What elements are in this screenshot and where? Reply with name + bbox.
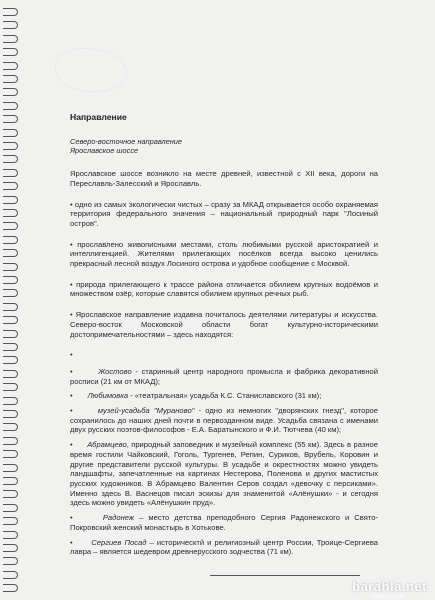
binding-ring	[3, 115, 18, 123]
place-text: - «театральная» усадьба К.С. Станиславского (31 км);	[128, 391, 322, 401]
binding-ring	[3, 75, 18, 83]
binding-ring	[3, 169, 18, 177]
binding-ring	[3, 35, 18, 43]
watermark-tagline: барахла нет	[370, 594, 405, 600]
place-text: - старинный центр народного промысла и фабрика декоративной росписи (21 км от МКАД);	[70, 366, 379, 386]
binding-ring	[3, 196, 18, 204]
section-heading: Направление	[70, 112, 127, 122]
binding-ring	[3, 249, 18, 257]
faint-logo-mark	[55, 48, 127, 92]
binding-ring	[3, 142, 18, 150]
place-name: Абрамцево	[87, 440, 127, 450]
place-item: • Абрамцево, природный заповедник и музейный комплекс (55 км). Здесь в разное время гостили Чайковский, Гоголь, Тургенев, Репин, Суриков, Врубель, Коровин и другие представители русской культуры. В усадьбе и окрестностях можно увидеть ландшафты, запечатленные на картинах Нестерова, Поленова и других мастистых русских художников. В Абрамцево Валентин Серов создал «девочку с персиками». Именно здесь В. Васнецов писал эскизы для знаменитой «Алёнушки» - и сегодня здесь можно увидеть «Алёнушкин пруд».	[70, 440, 378, 508]
binding-ring	[3, 182, 18, 190]
signature-line	[210, 575, 360, 576]
binding-ring	[3, 477, 18, 485]
bullet-item: • природа прилегающего к трассе района отличается обилием крупных водоёмов и множеством озёр, которые славятся обилием крупных речных рыб.	[70, 279, 378, 299]
place-item: • Жостово - старинный центр народного промысла и фабрика декоративной росписи (21 км от МКАД);	[70, 366, 379, 386]
binding-ring	[3, 397, 18, 405]
binding-ring	[3, 437, 18, 445]
place-name: Сергиев Посад	[91, 537, 147, 547]
binding-ring	[3, 330, 18, 338]
place-text: - одно из немногих "дворянских гнезд", которое сохранилось до наших дней почти в первозданном виде. Усадьба связана с именами двух русских поэтов-философов - Е.А. Баратынского и Ф.И. Тютчева (40 км);	[70, 406, 379, 435]
binding-ring	[3, 544, 18, 552]
binding-ring	[3, 517, 18, 525]
bullet-item: • одно из самых экологически чистых – сразу за МКАД открывается особо охраняемая территория федерального значения – национальный природный парк "Лосиный остров".	[70, 199, 378, 228]
binding-ring	[3, 236, 18, 244]
place-item: • музей-усадьба "Мураново" - одно из немногих "дворянских гнезд", которое сохранилось до наших дней почти в первозданном виде. Усадьба связана с именами двух русских поэтов-философов - Е.А. Баратынского и Ф.И. Тютчева (40 км);	[70, 406, 379, 435]
binding-ring	[3, 8, 18, 16]
place-text: – место детства преподобного Сергия Радонежского и Свято-Покровский женский монастырь в Хотькове.	[70, 513, 378, 532]
binding-ring	[3, 464, 18, 472]
binding-ring	[3, 263, 18, 271]
binding-ring	[3, 383, 18, 391]
binding-ring	[3, 356, 18, 364]
binding-ring	[3, 48, 18, 56]
binding-ring	[3, 531, 18, 539]
place-name: музей-усадьба "Мураново"	[97, 406, 195, 416]
binding-ring	[3, 423, 18, 431]
place-text: – историческтй и религиозный центр России, Троице-Сергиева лавра – является шедевром древнерусского зодчества (71 км).	[70, 537, 378, 557]
binding-ring	[3, 222, 18, 230]
binding-ring	[3, 343, 18, 351]
intro-paragraph: Ярославское шоссе возникло на месте древней, известной с XII века, дороги на Переславль-Залесский и Ярославль.	[70, 169, 378, 188]
place-name: Любимовка	[87, 391, 129, 401]
empty-bullet: •	[70, 350, 73, 360]
binding-ring	[3, 155, 18, 163]
highway-subheading: Ярославское шоссе	[70, 146, 139, 156]
place-name: Радонеж	[102, 513, 135, 523]
binding-ring	[3, 450, 18, 458]
binding-ring	[3, 490, 18, 498]
binding-ring	[3, 129, 18, 137]
binding-ring	[3, 209, 18, 217]
place-name: Жостово	[98, 366, 132, 376]
binding-ring	[3, 303, 18, 311]
bullet-item: • Ярославское направление издавна почиталось деятелями литературы и искусства. Северо-восток Московской области богат культурно-историческими достопримечательностями – здесь находятся:	[70, 310, 378, 339]
binding-ring	[3, 584, 18, 592]
bullet-item: • прославлено живописными местами, столь любимыми русской аристократией и интеллигенцией. Жителями прилегающих посёлков всегда высоко ценились прекрасный лесной воздух Лосиного острова и удобное сообщение с Москвой.	[70, 239, 378, 269]
binding-ring	[3, 62, 18, 70]
place-item: • Любимовка - «театральная» усадьба К.С. Станиславского (31 км);	[70, 391, 322, 401]
binding-ring	[3, 370, 18, 378]
binding-ring	[3, 88, 18, 96]
place-text: , природный заповедник и музейный комплекс (55 км). Здесь в разное время гостили Чайковский, Гоголь, Тургенев, Репин, Суриков, Врубель, Коровин и другие представители русской культуры. В усадьбе и окрестностях можно увидеть ландшафты, запечатленные на картинах Нестерова, Поленова и других мастистых русских художников. В Абрамцево Валентин Серов создал «девочку с персиками». Именно здесь В. Васнецов писал эскизы для знаменитой «Алёнушки» - и сегодня здесь можно увидеть «Алёнушкин пруд».	[70, 440, 378, 508]
binding-ring	[3, 557, 18, 565]
binding-ring	[3, 316, 18, 324]
place-item: • Радонеж – место детства преподобного Сергия Радонежского и Свято-Покровский женский монастырь в Хотькове.	[70, 513, 378, 532]
spiral-binding	[0, 0, 22, 600]
direction-subheading: Северо-восточное направление	[70, 136, 183, 146]
binding-ring	[3, 504, 18, 512]
binding-ring	[3, 289, 18, 297]
watermark-logo: barahla.net	[352, 579, 427, 594]
binding-ring	[3, 21, 18, 29]
place-item: • Сергиев Посад – историческтй и религиозный центр России, Троице-Сергиева лавра – является шедевром древнерусского зодчества (71 км).	[70, 537, 378, 557]
binding-ring	[3, 410, 18, 418]
binding-ring	[3, 571, 18, 579]
binding-ring	[3, 102, 18, 110]
document-body	[70, 113, 378, 562]
binding-ring	[3, 276, 18, 284]
